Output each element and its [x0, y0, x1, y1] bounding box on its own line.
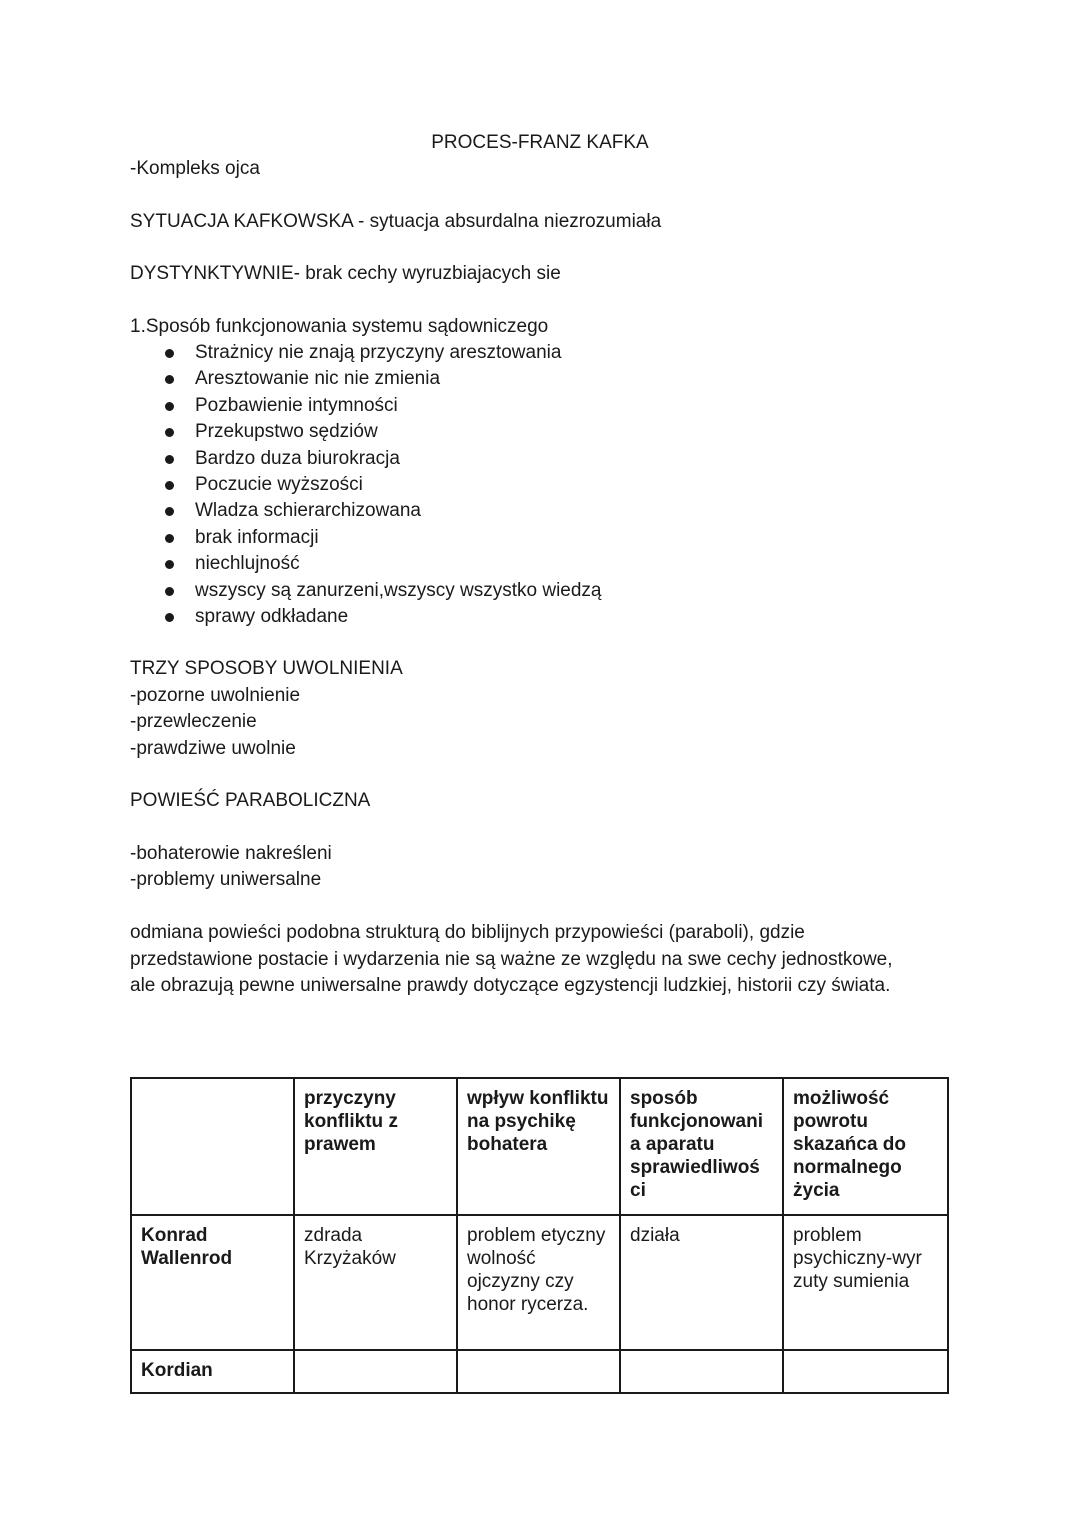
- bullet-icon: [165, 587, 174, 596]
- table-row: [131, 1215, 948, 1350]
- bullet-icon: [165, 507, 174, 516]
- powiesc-item: -problemy uniwersalne: [130, 869, 322, 890]
- table-cell: [783, 1350, 948, 1393]
- table-cell: [620, 1350, 783, 1393]
- bullet-icon: [165, 428, 174, 437]
- table-header-cell: przyczyny konfliktu z prawem: [294, 1078, 457, 1215]
- uwolnienie-item: -prawdziwe uwolnie: [130, 738, 296, 759]
- section-heading-1: 1.Sposób funkcjonowania systemu sądowniczego: [130, 316, 549, 337]
- uwolnienie-heading: TRZY SPOSOBY UWOLNIENIA: [130, 658, 403, 679]
- table-cell: [457, 1350, 620, 1393]
- line-sytuacja: SYTUACJA KAFKOWSKA - sytuacja absurdalna niezrozumiała: [130, 211, 662, 232]
- table-cell: problem psychiczny-wyr zuty sumienia: [783, 1215, 948, 1350]
- bullet-icon: [165, 560, 174, 569]
- table-header-cell: wpływ konfliktu na psychikę bohatera: [457, 1078, 620, 1215]
- table-header-cell: sposób funkcjonowani a aparatu sprawiedliwoś ci: [620, 1078, 783, 1215]
- definition-paragraph: [130, 920, 950, 1000]
- bullet-icon: [165, 375, 174, 384]
- bullet-icon: [165, 455, 174, 464]
- comparison-table: [130, 1077, 949, 1394]
- table-row-header: Kordian: [131, 1350, 294, 1393]
- table-cell: problem etyczny wolność ojczyzny czy honor rycerza.: [457, 1215, 620, 1350]
- table-cell: [294, 1350, 457, 1393]
- bullet-icon: [165, 402, 174, 411]
- uwolnienie-item: -pozorne uwolnienie: [130, 685, 301, 706]
- table-row-header: Konrad Wallenrod: [131, 1215, 294, 1350]
- uwolnienie-item: -przewleczenie: [130, 711, 257, 732]
- powiesc-heading: POWIEŚĆ PARABOLICZNA: [130, 790, 371, 811]
- table-cell: zdrada Krzyżaków: [294, 1215, 457, 1350]
- paragraph-line: odmiana powieści podobna strukturą do biblijnych przypowieści (paraboli), gdzie: [130, 922, 805, 943]
- bullet-icon: [165, 613, 174, 622]
- table-header-cell: możliwość powrotu skazańca do normalnego życia: [783, 1078, 948, 1215]
- bullet-icon: [165, 481, 174, 490]
- bullet-icon: [165, 349, 174, 358]
- line-dystynktywnie: DYSTYNKTYWNIE- brak cechy wyruzbiajacych sie: [130, 263, 561, 284]
- document-page: PROCES-FRANZ KAFKA -Kompleks ojca SYTUACJA KAFKOWSKA - sytuacja absurdalna niezrozumiała DYSTYNKTYWNIE- brak cechy wyruzbiajacych sie 1.Sposób funkcjonowania systemu sądowniczego Strażnicy nie znają przyczyny aresztowania Aresztowanie nic nie zmienia Pozbawienie intymności Przekupstwo sędziów Bardzo duza biurokracja Poczucie wyższości Wladza schierarchizowana brak informacji niechlujność wszyscy są zanurzeni,wszyscy wszystko wiedzą sprawy odkładane TRZY SPOSOBY UWOLNIENIA -pozorne uwolnienie -przewleczenie -prawdziwe uwolnie POWIEŚĆ PARABOLICZNA -bohaterowie nakreśleni -problemy uniwersalne odmiana powieści podobna strukturą do biblijnych przypowieści (paraboli), gdzie przedstawione postacie i wydarzenia nie są ważne ze względu na swe cechy jednostkowe, ale obrazują pewne uniwersalne prawdy dotyczące egzystencji ludzkiej, historii czy świata. przyczyny konfliktu z prawem wpływ konfliktu na psychikę bohatera sposób funkcjonowani a aparatu sprawiedliwoś ci możliwość powrotu skazańca do normalnego życia Konrad Wallenrod zdrada Krzyżaków problem etyczny wolność ojczyzny czy honor rycerza. działa problem psychiczny-wyr zuty sumienia Kordian: [0, 0, 1080, 1525]
- bullet-icon: [165, 534, 174, 543]
- document-title: PROCES-FRANZ KAFKA: [431, 132, 649, 153]
- paragraph-line: ale obrazują pewne uniwersalne prawdy dotyczące egzystencji ludzkiej, historii czy świata.: [130, 975, 891, 996]
- table-cell: działa: [620, 1215, 783, 1350]
- table-row: [131, 1350, 948, 1393]
- table-header-cell: [131, 1078, 294, 1215]
- paragraph-line: przedstawione postacie i wydarzenia nie są ważne ze względu na swe cechy jednostkowe,: [130, 948, 893, 970]
- table-header-row: [131, 1078, 948, 1215]
- line-kompleks: -Kompleks ojca: [130, 158, 260, 179]
- powiesc-item: -bohaterowie nakreśleni: [130, 843, 332, 864]
